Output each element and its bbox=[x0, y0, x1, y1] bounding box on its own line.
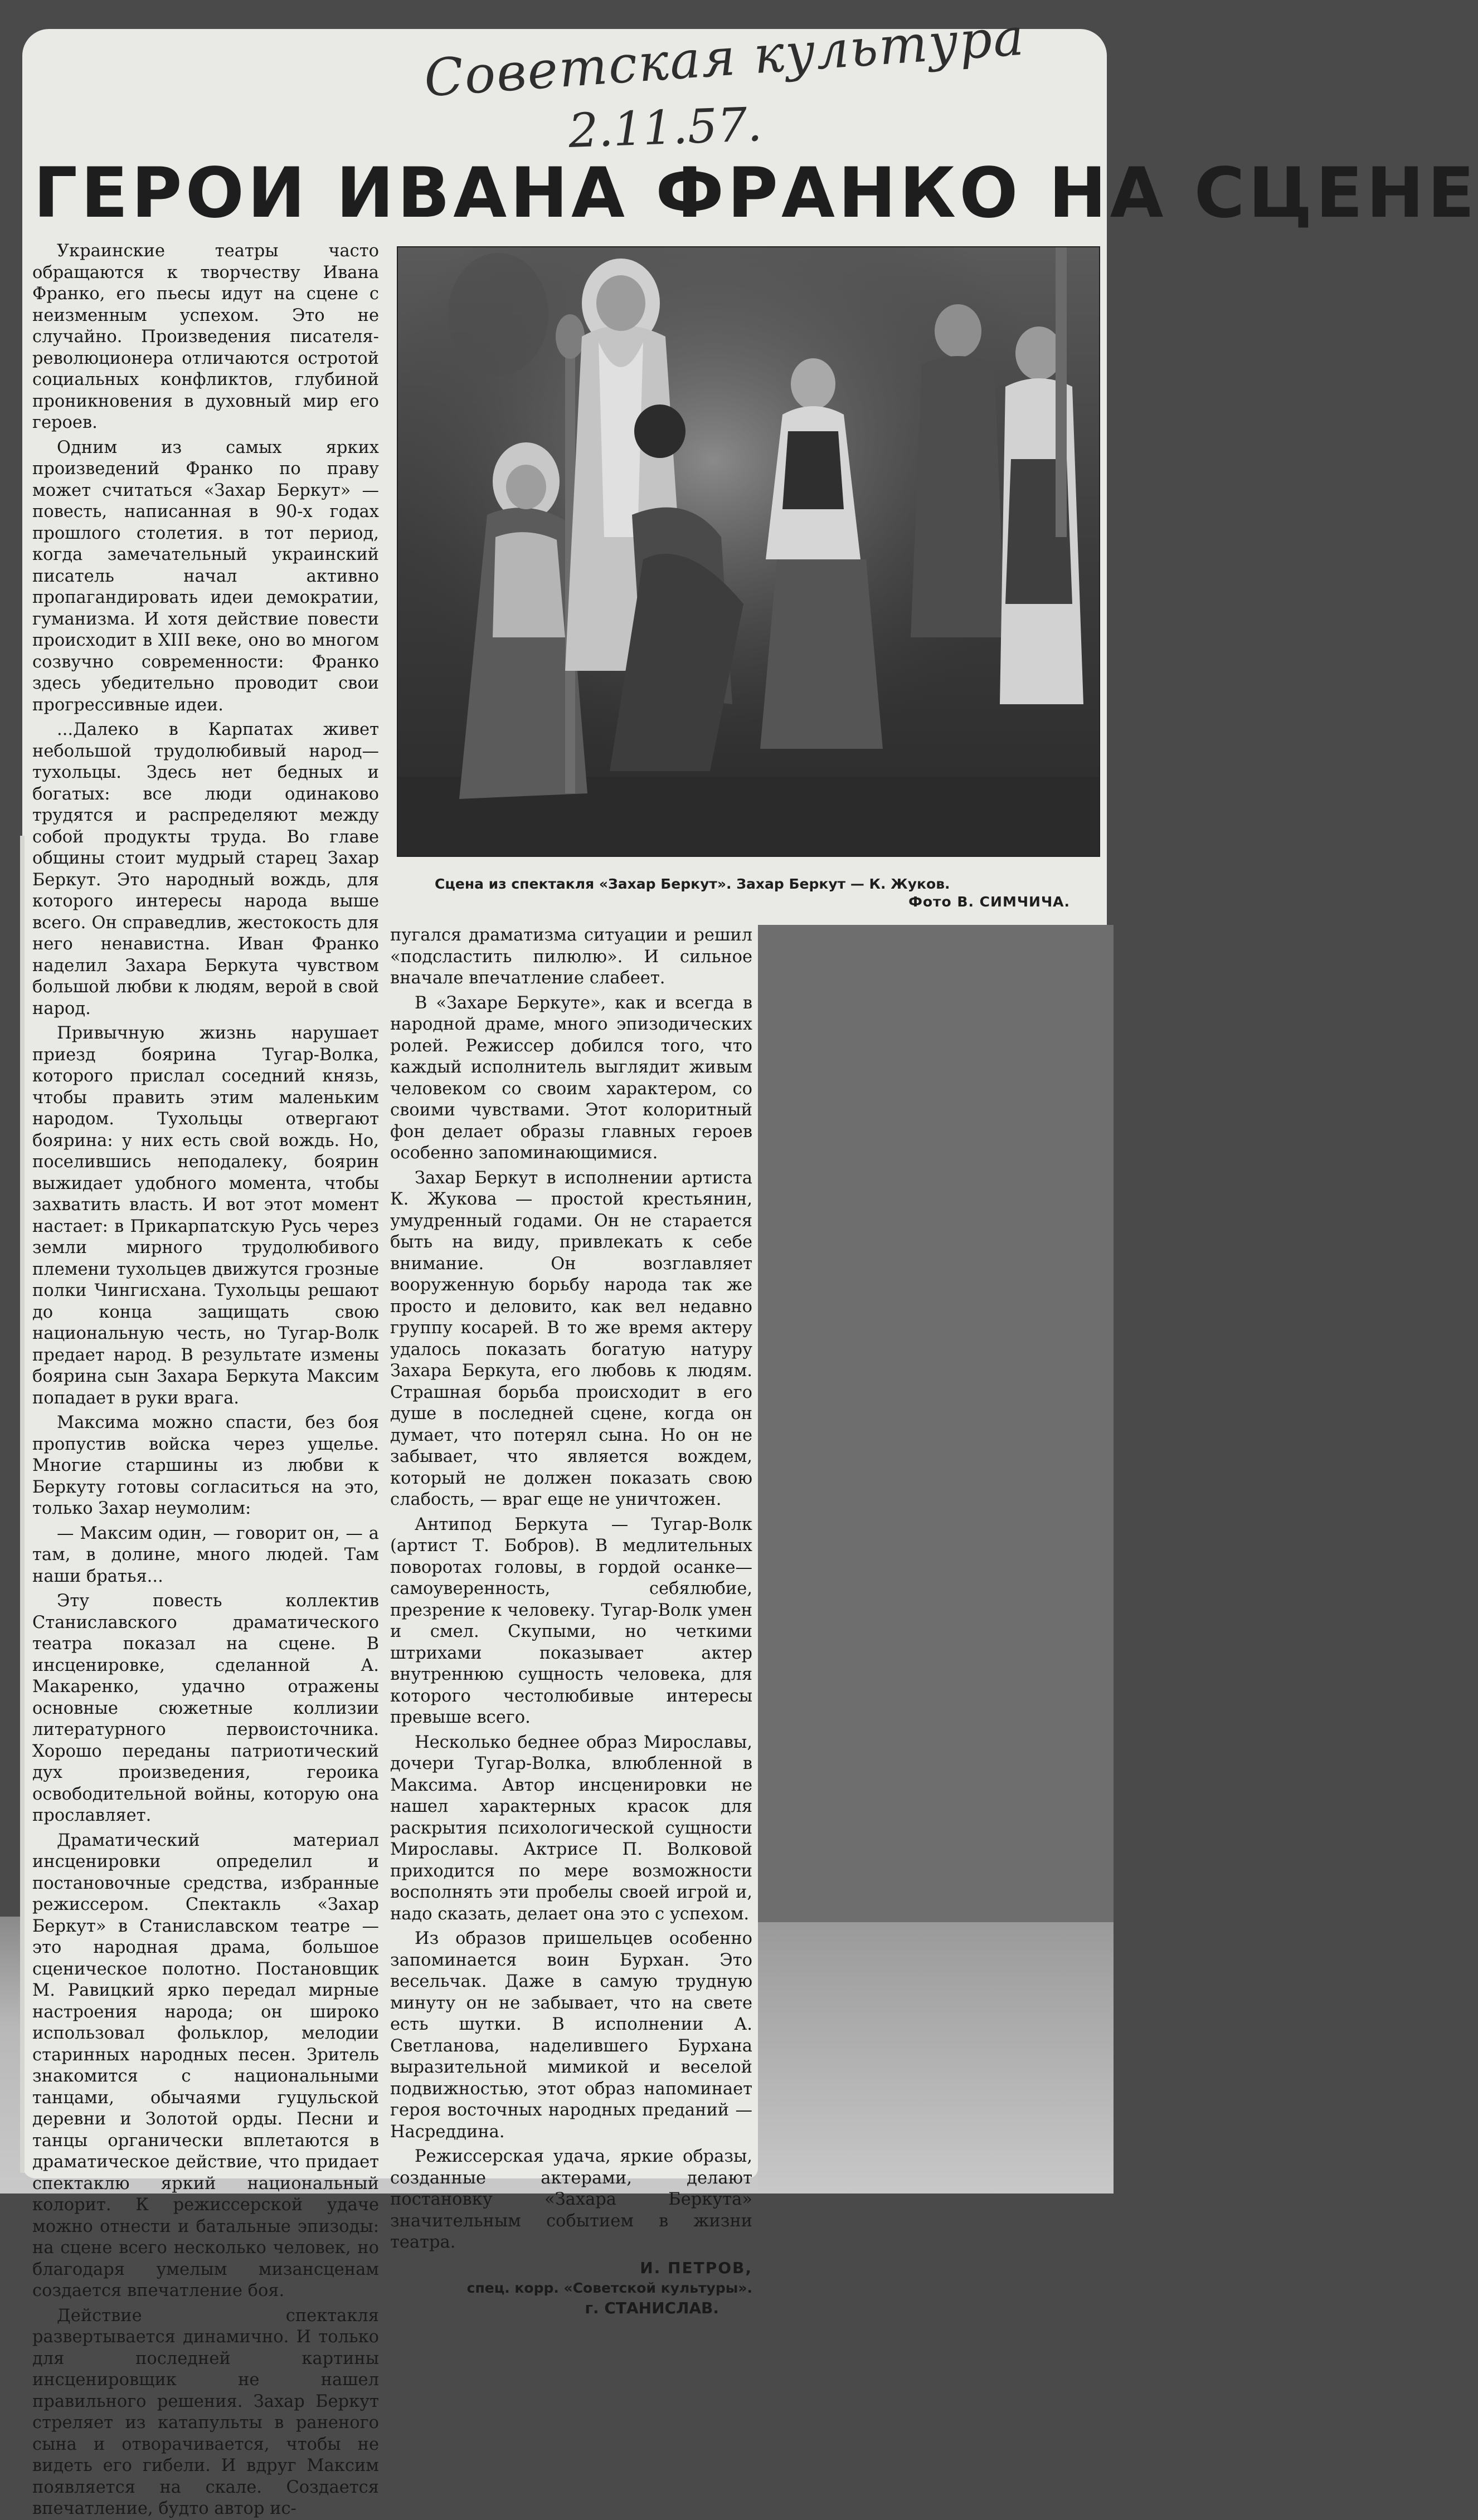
author-city: г. СТАНИСЛАВ. bbox=[585, 2298, 719, 2317]
author-role: спец. корр. «Советской культуры». bbox=[466, 2279, 752, 2296]
paragraph: Антипод Беркута — Тугар-Волк (артист Т. Бобров). В медлительных поворотах головы, в гордой осанке—самоуверенность, себялюбие, презрение к человеку. Тугар-Волк умен и смел. Скупыми, но четкими штрихами показывает актер внутреннюю сущность человека, для которого честолюбивые интересы превыше всего. bbox=[390, 1514, 752, 1727]
stage-photo bbox=[397, 246, 1100, 857]
author-signature bbox=[390, 2258, 752, 2318]
article-column-2 bbox=[390, 925, 752, 2317]
paragraph: Захар Беркут в исполнении артиста К. Жукова — простой крестьянин, умудренный годами. Он не старается быть на виду, привлекать к себе внимание. Он возглавляет вооруженную борьбу народа так же просто и деловито, как вел недавно группу косарей. В то же время актеру удалось показать богатую натуру Захара Беркута, его любовь к людям. Страшная борьба происходит в его душе в последней сцене, когда он думает, что потерял сына. Но он не забывает, что является вождем, который не должен показать свою слабость, — враг еще не уничтожен. bbox=[390, 1168, 752, 1509]
paragraph: Привычную жизнь нарушает приезд боярина Тугар-Волка, которого прислал соседний князь, чтобы править этим маленьким народом. Тухольцы отвергают боярина: у них есть свой вождь. Но, поселившись неподалеку, боярин выжидает удобного момента, чтобы захватить власть. И вот этот момент настает: в Прикарпатскую Русь через земли мирного трудолюбивого племени тухольцев движутся грозные полки Чингисхана. Тухольцы решают до конца защищать свою национальную честь, но Тугар-Волк предает народ. В результате измены боярина сын Захара Беркута Максим попадает в руки врага. bbox=[32, 1023, 379, 1408]
article-column-1 bbox=[32, 241, 379, 2518]
photo-caption: Сцена из спектакля «Захар Беркут». Захар Беркут — К. Жуков. bbox=[435, 876, 950, 892]
paragraph: Максима можно спасти, без боя пропустив войска через ущелье. Многие старшины из любви к Беркуту готовы согласиться на это, только Захар неумолим: bbox=[32, 1413, 379, 1518]
paragraph: Украинские театры часто обращаются к творчеству Ивана Франко, его пьесы идут на сцене с неизменным успехом. Это не случайно. Произведения писателя-революционера отличаются остротой социальных конфликтов, глубиной проникновения в духовный мир его героев. bbox=[32, 241, 379, 432]
handwritten-source: Советская культура bbox=[422, 7, 1027, 109]
paragraph: Несколько беднее образ Мирославы, дочери Тугар-Волка, влюбленной в Максима. Автор инсценировки не нашел характерных красок для раскрытия психологической сущности Мирославы. Актрисе П. Волковой приходится по мере возможности восполнять эти пробелы своей игрой и, надо сказать, делает она это с успехом. bbox=[390, 1732, 752, 1924]
photo-credit: Фото В. СИМЧИЧА. bbox=[908, 894, 1070, 910]
paragraph: Одним из самых ярких произведений Франко по праву может считаться «Захар Беркут» — повесть, написанная в 90-х годах прошлого столетия. в тот период, когда замечательный украинский писатель начал активно пропагандировать идеи демократии, гуманизма. И хотя действие повести происходит в XIII веке, оно во многом созвучно современности: Франко здесь убедительно проводит свои прогрессивные идеи. bbox=[32, 437, 379, 715]
paragraph: Действие спектакля развертывается динамично. И только для последней картины инсценировщик не нашел правильного решения. Захар Беркут стреляет из катапульты в раненого сына и отворачивается, чтобы не видеть его гибели. И вдруг Максим появляется на скале. Создается впечатление, будто автор ис- bbox=[32, 2305, 379, 2518]
paragraph: — Максим один, — говорит он, — а там, в долине, много людей. Там наши братья... bbox=[32, 1523, 379, 1586]
paragraph: В «Захаре Беркуте», как и всегда в народной драме, много эпизодических ролей. Режиссер добился того, что каждый исполнитель выглядит живым человеком со своим характером, со своими чувствами. Этот колоритный фон делает образы главных героев особенно запоминающимися. bbox=[390, 993, 752, 1163]
backdrop-panel-lower bbox=[758, 1922, 1114, 2194]
dark-backdrop-panel bbox=[758, 925, 1114, 1922]
photo-caption-block bbox=[435, 876, 1070, 910]
paragraph: пугался драматизма ситуации и решил «подсластить пилюлю». И сильное вначале впечатление слабеет. bbox=[390, 925, 752, 988]
handwritten-date: 2.11.57. bbox=[567, 96, 763, 159]
paragraph: Драматический материал инсценировки определил и постановочные средства, избранные режиссером. Спектакль «Захар Беркут» в Станиславском театре — это народная драма, большое сценическое полотно. Постановщик М. Равицкий ярко передал мирные настроения народа; он широко использовал фольклор, мелодии старинных народных песен. Зритель знакомится с национальными танцами, обычаями гуцульской деревни и Золотой орды. Песни и танцы органически вплетаются в драматическое действие, что придает спектаклю яркий национальный колорит. К режиссерской удаче можно отнести и батальные эпизоды: на сцене всего несколько человек, но благодаря умелым мизансценам создается впечатление боя. bbox=[32, 1830, 379, 2300]
paragraph: Режиссерская удача, яркие образы, созданные актерами, делают постановку «Захара Беркута» значительным событием в жизни театра. bbox=[390, 2147, 752, 2252]
paragraph: ...Далеко в Карпатах живет небольшой трудолюбивый народ—тухольцы. Здесь нет бедных и богатых: все люди одинаково трудятся и распределяют между собой продукты труда. Во главе общины стоит мудрый старец Захар Беркут. Это народный вождь, для которого интересы народа выше всего. Он справедлив, жестокость для него ненавистна. Иван Франко наделил Захара Беркута чувством большой любви к людям, верой в свой народ. bbox=[32, 720, 379, 1018]
stage-photo-illustration bbox=[398, 247, 1099, 856]
paragraph: Эту повесть коллектив Станиславского драматического театра показал на сцене. В инсценировке, сделанной А. Макаренко, удачно отражены основные сюжетные коллизии литературного первоисточника. Хорошо переданы патриотический дух произведения, героика освободительной войны, которую она прославляет. bbox=[32, 1591, 379, 1825]
article-headline: ГЕРОИ ИВАНА ФРАНКО НА СЦЕНЕ bbox=[33, 153, 1478, 233]
paper-edge bbox=[20, 836, 25, 2173]
paragraph: Из образов пришельцев особенно запоминается воин Бурхан. Это весельчак. Даже в самую трудную минуту он не забывает, что на свете есть шутки. В исполнении А. Светланова, наделившего Бурхана выразительной мимикой и веселой подвижностью, этот образ напоминает героя восточных народных преданий — Насреддина. bbox=[390, 1929, 752, 2142]
author-name: И. ПЕТРОВ, bbox=[640, 2258, 752, 2277]
